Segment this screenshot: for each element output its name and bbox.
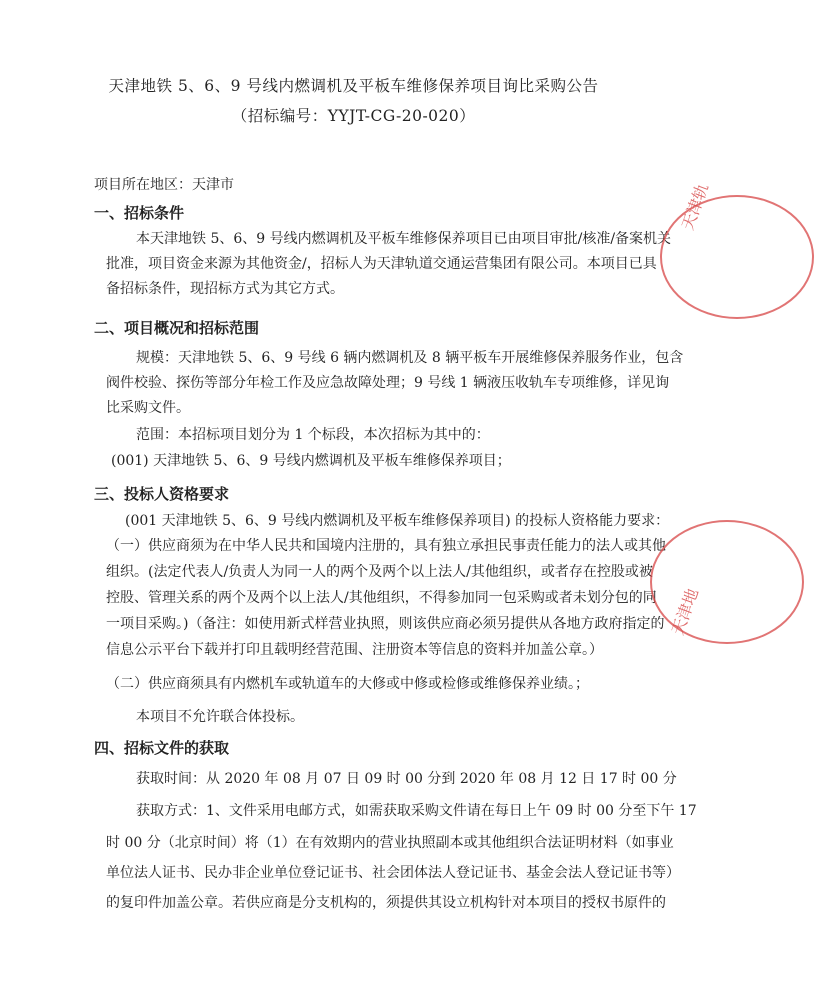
section-4-line: 获取时间：从 2020 年 08 月 07 日 09 时 00 分到 2020 年 08 月 12 日 17 时 00 分: [136, 771, 677, 787]
section-4-heading: 四、招标文件的获取: [94, 739, 230, 757]
section-1-line: 备招标条件，现招标方式为其它方式。: [106, 281, 344, 297]
tender-code: （招标编号：YYJT-CG-20-020）: [231, 107, 476, 125]
section-2-line: 比采购文件。: [106, 400, 190, 416]
section-2-heading: 二、项目概况和招标范围: [94, 319, 260, 337]
section-1-line: 批准，项目资金来源为其他资金/，招标人为天津轨道交通运营集团有限公司。本项目已具: [106, 256, 657, 272]
section-4-line: 时 00 分（北京时间）将（1）在有效期内的营业执照副本或其他组织合法证明材料（如事业: [106, 835, 674, 851]
section-2-line: 规模：天津地铁 5、6、9 号线 6 辆内燃调机及 8 辆平板车开展维修保养服务作业，包含: [136, 350, 684, 366]
section-2-line: (001) 天津地铁 5、6、9 号线内燃调机及平板车维修保养项目；: [111, 453, 511, 469]
section-3-line: 信息公示平台下载并打印且载明经营范围、注册资本等信息的资料并加盖公章。）: [106, 642, 603, 658]
section-4-line: 的复印件加盖公章。若供应商是分支机构的，须提供其设立机构针对本项目的授权书原件的: [106, 895, 666, 911]
section-2-line: 范围：本招标项目划分为 1 个标段，本次招标为其中的：: [136, 427, 490, 443]
section-3-line: 一项目采购。)（备注：如使用新式样营业执照，则该供应商必须另提供从各地方政府指定的: [106, 616, 665, 632]
section-3-line: 控股、管理关系的两个及两个以上法人/其他组织，不得参加同一包采购或者未划分包的同: [106, 590, 657, 606]
seal-stamp-bottom-text: 天津地: [667, 585, 703, 638]
section-3-line: 本项目不允许联合体投标。: [136, 709, 304, 725]
section-3-line: (001 天津地铁 5、6、9 号线内燃调机及平板车维修保养项目) 的投标人资格能力要求：: [125, 513, 670, 529]
document-title: 天津地铁 5、6、9 号线内燃调机及平板车维修保养项目询比采购公告: [108, 77, 599, 95]
section-3-line: （二）供应商须具有内燃机车或轨道车的大修或中修或检修或维修保养业绩。；: [106, 676, 589, 692]
section-4-line: 单位法人证书、民办非企业单位登记证书、社会团体法人登记证书、基金会法人登记证书等）: [106, 865, 680, 881]
section-1-line: 本天津地铁 5、6、9 号线内燃调机及平板车维修保养项目已由项目审批/核准/备案机关: [136, 231, 672, 247]
section-3-line: 组织。(法定代表人/负责人为同一人的两个及两个以上法人/其他组织，或者存在控股或被: [106, 564, 653, 580]
section-3-heading: 三、投标人资格要求: [94, 485, 230, 503]
project-region: 项目所在地区：天津市: [94, 177, 234, 193]
section-4-line: 获取方式：1、文件采用电邮方式，如需获取采购文件请在每日上午 09 时 00 分至下午 17: [136, 803, 697, 819]
seal-stamp-top-text: 天津轨: [677, 180, 713, 233]
section-2-line: 阀件校验、探伤等部分年检工作及应急故障处理；9 号线 1 辆液压收轨车专项维修，详见询: [106, 375, 670, 391]
section-1-heading: 一、招标条件: [94, 204, 185, 222]
section-3-line: （一）供应商须为在中华人民共和国境内注册的，具有独立承担民事责任能力的法人或其他: [106, 538, 666, 554]
